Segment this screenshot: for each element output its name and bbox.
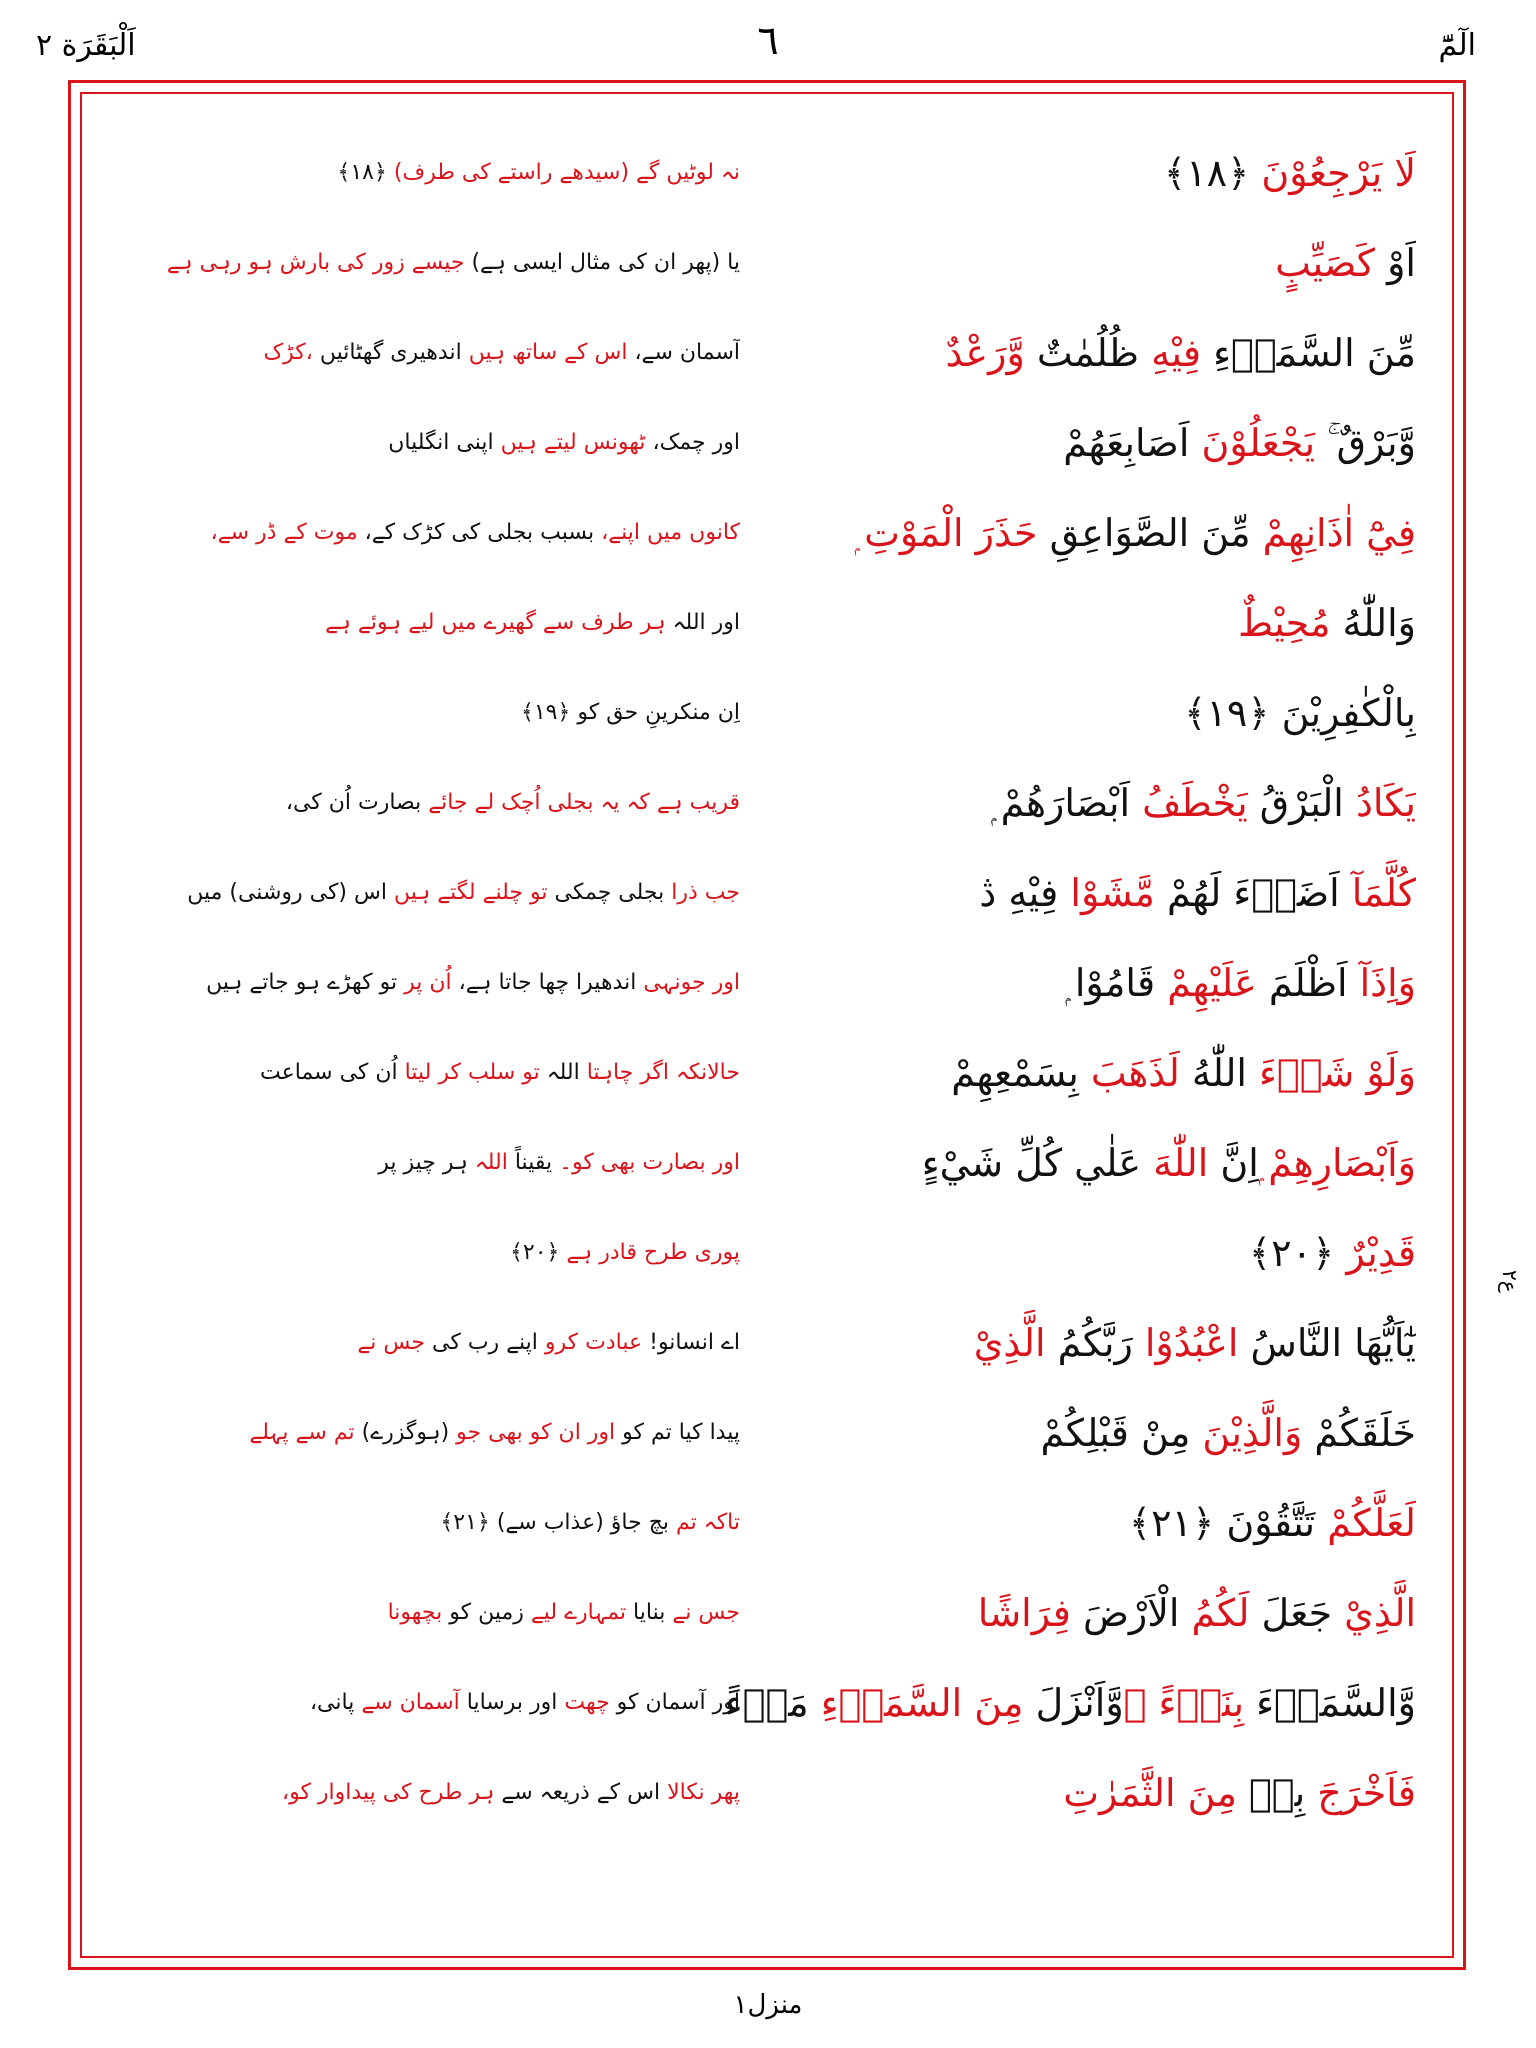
- arabic-segment: وَلَوْ شَاۗءَ: [1246, 1051, 1416, 1095]
- urdu-segment: ہر طرح کی پیداوار کو،: [282, 1780, 495, 1805]
- arabic-segment: يَكَادُ: [1343, 781, 1416, 825]
- arabic-segment: وَّالسَّمَاۗءَ: [1244, 1681, 1416, 1725]
- arabic-segment: فِيْٓ اٰذَانِهِمْ: [1250, 511, 1416, 555]
- urdu-segment: بسبب بجلی کی کڑک کے،: [357, 520, 595, 545]
- urdu-segment: اُن پر: [397, 970, 452, 995]
- urdu-segment: بچھونا: [387, 1600, 443, 1625]
- urdu-segment: نہ لوٹیں گے (سیدھے راستے کی طرف): [386, 160, 740, 185]
- arabic-segment: ﴿٢٠﴾: [1248, 1231, 1335, 1275]
- urdu-segment: اور آسمان کو: [609, 1690, 740, 1715]
- arabic-segment: الَّذِيْ: [973, 1321, 1046, 1365]
- urdu-segment: جیسے زور کی بارش ہو رہی ہے: [166, 250, 465, 275]
- arabic-segment: اَضَاۗءَ لَھُمْ: [1154, 871, 1340, 915]
- urdu-translation-line: [130, 668, 740, 758]
- arabic-segment: فِيْهِ ڎ: [979, 871, 1059, 915]
- urdu-segment: حالانکہ اگر: [633, 1060, 740, 1085]
- verse-row: [0, 578, 1536, 668]
- arabic-segment: مَاۗءً: [724, 1681, 809, 1725]
- arabic-segment: وَاللّٰهُ: [1330, 601, 1416, 645]
- urdu-segment: ،کڑک: [263, 340, 313, 365]
- urdu-segment: تم سے پہلے: [249, 1420, 355, 1445]
- urdu-segment: پھر نکالا: [660, 1780, 740, 1805]
- urdu-segment: موت کے ڈر سے،: [210, 520, 358, 545]
- urdu-segment: ہر طرف سے گھیرے میں لیے ہوئے ہے: [325, 610, 666, 635]
- urdu-segment: تاکہ تم: [669, 1510, 740, 1535]
- urdu-translation-line: [130, 578, 740, 668]
- arabic-segment: عَلٰي كُلِّ شَيْءٍ: [921, 1141, 1142, 1185]
- arabic-segment: الَّذِيْ: [1332, 1591, 1416, 1635]
- manzil-footer: منزل١: [733, 1990, 803, 2020]
- arabic-line: [696, 308, 1416, 398]
- verse-row: [0, 488, 1536, 578]
- urdu-segment: اس (کی روشنی) میں: [187, 880, 387, 905]
- arabic-line: [696, 218, 1416, 308]
- arabic-segment: فِيْهِ: [1138, 331, 1202, 375]
- urdu-segment: تمہارے لیے: [523, 1600, 627, 1625]
- urdu-segment: اور برسایا: [459, 1690, 558, 1715]
- urdu-segment: بجلی چمکی: [547, 880, 665, 905]
- urdu-translation-line: [130, 218, 740, 308]
- arabic-line: [696, 128, 1416, 218]
- verse-row: [0, 218, 1536, 308]
- arabic-segment: اِنَّ: [1208, 1141, 1259, 1185]
- page-number: ٦: [757, 18, 779, 64]
- urdu-segment: اُچک لے جائے: [421, 790, 541, 815]
- verse-row: [0, 1208, 1536, 1298]
- urdu-segment: اپنے رب کی: [425, 1330, 538, 1355]
- arabic-segment: فِرَاشًا: [977, 1591, 1071, 1635]
- arabic-segment: الْبَرْقُ: [1247, 781, 1344, 825]
- urdu-segment: جب ذرا: [664, 880, 740, 905]
- urdu-segment: ﴿١٨﴾: [337, 160, 387, 185]
- verse-row: [0, 1118, 1536, 1208]
- arabic-segment: كَصَيِّبٍ: [1275, 241, 1375, 285]
- urdu-segment: پوری طرح قادر ہے: [559, 1240, 740, 1265]
- arabic-segment: قَدِيْرٌ: [1334, 1231, 1416, 1275]
- urdu-translation-line: [130, 1748, 740, 1838]
- urdu-translation-line: [130, 1298, 740, 1388]
- arabic-segment: يٰٓاَيُّهَا النَّاسُ: [1238, 1321, 1416, 1365]
- urdu-segment: جس نے: [357, 1330, 426, 1355]
- urdu-segment: اللہ: [539, 1060, 580, 1085]
- arabic-segment: مِنْ قَبْلِكُمْ: [1040, 1411, 1191, 1455]
- urdu-segment: اور جونہی: [636, 970, 740, 995]
- urdu-segment: اور ان کو بھی جو: [449, 1420, 616, 1445]
- arabic-segment: لَكُمُ: [1179, 1591, 1250, 1635]
- urdu-translation-line: [130, 758, 740, 848]
- arabic-line: [696, 488, 1416, 578]
- urdu-translation-line: [130, 848, 740, 938]
- arabic-line: [696, 1748, 1416, 1838]
- urdu-segment: یا (پھر ان کی مثال ایسی ہے): [464, 250, 740, 275]
- urdu-translation-line: [130, 398, 740, 488]
- arabic-segment: وَّاَنْزَلَ: [1023, 1681, 1124, 1725]
- urdu-translation-line: [130, 938, 740, 1028]
- urdu-segment: کانوں میں اپنے،: [594, 520, 740, 545]
- arabic-line: [696, 938, 1416, 1028]
- verse-row: [0, 1388, 1536, 1478]
- ruku-marker: ع٢: [1498, 1270, 1522, 1293]
- arabic-segment: مَّشَوْا: [1058, 871, 1155, 915]
- urdu-segment: چھت: [557, 1690, 610, 1715]
- arabic-segment: مِنَ السَّمَاۗءِ: [808, 1681, 1024, 1725]
- arabic-segment: مُحِيْطٌ: [1238, 601, 1331, 645]
- urdu-segment: پانی،: [309, 1690, 355, 1715]
- urdu-segment: ٹھونس لیتے ہیں: [493, 430, 646, 455]
- urdu-translation-line: [130, 1478, 740, 1568]
- verse-row: [0, 668, 1536, 758]
- arabic-segment: لَا يَرْجِعُوْنَ: [1249, 151, 1416, 195]
- urdu-segment: عبادت کرو: [537, 1330, 643, 1355]
- surah-name: اَلْبَقَرَة ٢: [36, 28, 136, 63]
- arabic-line: [696, 848, 1416, 938]
- arabic-line: [696, 1298, 1416, 1388]
- arabic-segment: اعْبُدُوْا: [1132, 1321, 1239, 1365]
- urdu-segment: یقیناً: [507, 1150, 553, 1175]
- arabic-segment: مِّنَ السَّمَاۗءِ: [1201, 331, 1416, 375]
- arabic-segment: وَاِذَآ: [1347, 961, 1416, 1005]
- urdu-segment: اندھیری گھٹائیں: [312, 340, 462, 365]
- arabic-segment: قَامُوْا ۭ: [1065, 961, 1156, 1005]
- arabic-segment: اَوْ: [1375, 241, 1416, 285]
- arabic-segment: وَّرَعْدٌ: [945, 331, 1025, 375]
- arabic-segment: جَعَلَ: [1249, 1591, 1333, 1635]
- arabic-line: [696, 1388, 1416, 1478]
- urdu-segment: اِن منکرینِ حق کو ﴿١٩﴾: [520, 700, 740, 725]
- verse-row: [0, 1028, 1536, 1118]
- arabic-line: [696, 1478, 1416, 1568]
- urdu-segment: تو کھڑے ہو جاتے ہیں: [206, 970, 398, 995]
- arabic-segment: اَظْلَمَ: [1256, 961, 1348, 1005]
- arabic-segment: لَذَھَبَ: [1078, 1051, 1180, 1095]
- urdu-translation-line: [130, 488, 740, 578]
- arabic-segment: الْاَرْضَ: [1070, 1591, 1180, 1635]
- arabic-segment: تَتَّقُوْنَ ﴿٢١﴾: [1128, 1501, 1316, 1545]
- arabic-line: [696, 758, 1416, 848]
- arabic-segment: مِّنَ الصَّوَاعِقِ: [1037, 511, 1251, 555]
- urdu-segment: اس کے ساتھ ہیں: [461, 340, 628, 365]
- urdu-translation-line: [130, 1208, 740, 1298]
- urdu-segment: چاہتا: [579, 1060, 634, 1085]
- arabic-line: [696, 1658, 1416, 1748]
- arabic-line: [696, 668, 1416, 758]
- urdu-translation-line: [130, 308, 740, 398]
- urdu-segment: ہر چیز پر: [378, 1150, 468, 1175]
- verse-row: [0, 1748, 1536, 1838]
- verse-row: [0, 848, 1536, 938]
- arabic-segment: ﴿١٨﴾: [1163, 151, 1250, 195]
- arabic-segment: وَالَّذِيْنَ: [1190, 1411, 1303, 1455]
- urdu-segment: بصارت اُن کی،: [285, 790, 422, 815]
- arabic-segment: بِسَمْعِهِمْ: [951, 1051, 1079, 1095]
- urdu-segment: آسمان سے،: [627, 340, 740, 365]
- arabic-segment: وَّبَرْقٌ ۚ: [1315, 421, 1416, 465]
- arabic-segment: حَذَرَ الْمَوْتِ ۭ: [854, 511, 1038, 555]
- urdu-segment: اے انسانو!: [642, 1330, 740, 1355]
- urdu-segment: جس نے: [665, 1600, 740, 1625]
- arabic-line: [696, 1118, 1416, 1208]
- arabic-segment: بِالْكٰفِرِيْنَ ﴿١٩﴾: [1184, 691, 1416, 735]
- urdu-segment: اس کے ذریعہ سے: [494, 1780, 661, 1805]
- urdu-segment: قریب ہے کہ یہ بجلی: [540, 790, 740, 815]
- arabic-segment: فَاَخْرَجَ: [1305, 1771, 1416, 1815]
- verse-row: [0, 398, 1536, 488]
- arabic-line: [696, 578, 1416, 668]
- verse-row: [0, 1298, 1536, 1388]
- urdu-segment: پیدا کیا تم کو: [615, 1420, 740, 1445]
- arabic-segment: عَلَيْهِمْ: [1155, 961, 1257, 1005]
- urdu-translation-line: [130, 1388, 740, 1478]
- arabic-line: [696, 398, 1416, 488]
- arabic-line: [696, 1568, 1416, 1658]
- urdu-segment: اور بصارت بھی کو۔: [552, 1150, 740, 1175]
- arabic-segment: اللّٰهَ: [1141, 1141, 1209, 1185]
- verse-row: [0, 128, 1536, 218]
- urdu-translation-line: [130, 1568, 740, 1658]
- arabic-segment: رَبَّكُمُ: [1045, 1321, 1133, 1365]
- urdu-translation-line: [130, 1028, 740, 1118]
- verse-row: [0, 1478, 1536, 1568]
- arabic-segment: يَخْطَفُ: [1130, 781, 1248, 825]
- urdu-segment: اللہ: [467, 1150, 508, 1175]
- verse-row: [0, 1568, 1536, 1658]
- verse-row: [0, 938, 1536, 1028]
- urdu-segment: تو سلب کر لیتا: [397, 1060, 540, 1085]
- urdu-segment: بچ جاؤ (عذاب سے) ﴿٢١﴾: [440, 1510, 670, 1535]
- verse-row: [0, 308, 1536, 398]
- urdu-segment: اُن کی سماعت: [260, 1060, 398, 1085]
- arabic-segment: اللّٰهُ: [1179, 1051, 1247, 1095]
- arabic-line: [696, 1028, 1416, 1118]
- urdu-segment: اور اللہ: [665, 610, 740, 635]
- arabic-segment: ظُلُمٰتٌ: [1024, 331, 1139, 375]
- urdu-translation-line: [130, 1658, 740, 1748]
- arabic-segment: خَلَقَكُمْ: [1302, 1411, 1416, 1455]
- arabic-segment: لَعَلَّكُمْ: [1315, 1501, 1416, 1545]
- urdu-segment: اندھیرا چھا جاتا ہے،: [451, 970, 637, 995]
- arabic-segment: وَاَبْصَارِهِمْ ۭ: [1258, 1141, 1416, 1185]
- arabic-line: [696, 1208, 1416, 1298]
- urdu-segment: اپنی انگلیاں: [388, 430, 494, 455]
- surah-short-title: الٓمّٓ: [1438, 28, 1476, 63]
- arabic-segment: اَصَابِعَھُمْ: [1063, 421, 1190, 465]
- arabic-segment: بِنَاۗءً ۠: [1123, 1681, 1245, 1725]
- urdu-translation-line: [130, 1118, 740, 1208]
- urdu-segment: تو چلنے لگتے ہیں: [386, 880, 548, 905]
- urdu-segment: بنایا: [626, 1600, 666, 1625]
- verse-row: [0, 1658, 1536, 1748]
- arabic-segment: بِهٖ: [1236, 1771, 1306, 1815]
- urdu-translation-line: [130, 128, 740, 218]
- arabic-segment: يَجْعَلُوْنَ: [1189, 421, 1316, 465]
- arabic-segment: مِنَ الثَّمَرٰتِ: [1063, 1771, 1237, 1815]
- urdu-segment: ﴿٢٠﴾: [510, 1240, 560, 1265]
- arabic-segment: كُلَّمَآ: [1339, 871, 1416, 915]
- urdu-segment: آسمان سے: [354, 1690, 460, 1715]
- urdu-segment: اور چمک،: [645, 430, 740, 455]
- verse-row: [0, 758, 1536, 848]
- urdu-segment: زمین کو: [442, 1600, 524, 1625]
- arabic-segment: اَبْصَارَھُمْ ۭ: [991, 781, 1131, 825]
- urdu-segment: (ہوگزرے): [354, 1420, 450, 1445]
